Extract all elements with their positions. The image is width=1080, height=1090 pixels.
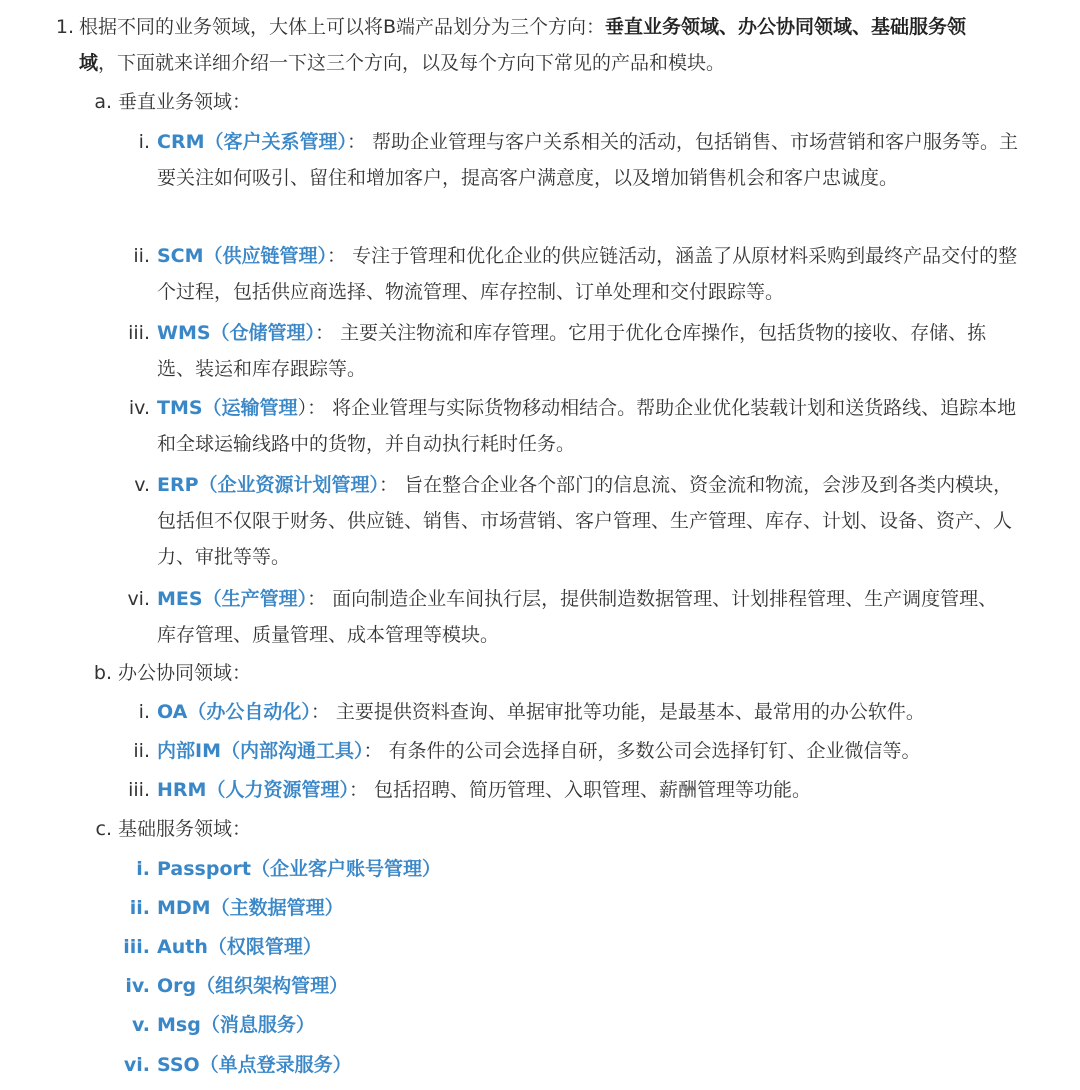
list-item-oa xyxy=(157,694,925,730)
list-item-crm xyxy=(157,124,1022,196)
separator: ： xyxy=(307,588,327,610)
tms-link[interactable]: TMS（运输管理 xyxy=(157,397,298,419)
item-marker: iii. xyxy=(123,936,150,958)
im-link[interactable]: 内部IM（内部沟通工具） xyxy=(157,740,364,762)
list-item-scm xyxy=(157,238,1022,310)
separator: ： xyxy=(307,397,327,419)
item-description: 主要关注物流和库存管理。它用于优化仓库操作，包括货物的接收、存储、拣选、装运和库存跟踪等。 xyxy=(157,322,987,380)
intro-text: 根据不同的业务领域，大体上可以将B端产品划分为三个方向： xyxy=(79,16,606,38)
item-marker: i. xyxy=(136,858,150,880)
list-item-wms xyxy=(157,315,1022,387)
item-description: 专注于管理和优化企业的供应链活动，涵盖了从原材料采购到最终产品交付的整个过程，包括供应商选择、物流管理、库存控制、订单处理和交付跟踪等。 xyxy=(157,245,1018,303)
auth-link[interactable]: Auth（权限管理） xyxy=(157,936,322,958)
item-marker: ii. xyxy=(133,740,150,762)
list-item-tms xyxy=(157,390,1022,462)
item-description: 主要提供资料查询、单据审批等功能，是最基本、最常用的办公软件。 xyxy=(335,701,925,723)
separator: ： xyxy=(346,131,366,153)
intro-bold: 垂直业务领域、办公协同领域、基础服务领 xyxy=(605,16,967,38)
oa-link[interactable]: OA（办公自动化） xyxy=(157,701,311,723)
item-description: 旨在整合企业各个部门的信息流、资金流和物流，会涉及到各类内模块，包括但不仅限于财务、供应链、销售、市场营销、客户管理、生产管理、库存、计划、设备、资产、人力、审批等等。 xyxy=(157,474,1013,568)
separator: ： xyxy=(348,779,368,801)
list-item-im xyxy=(157,733,921,769)
section-marker: c. xyxy=(95,818,112,840)
sso-link[interactable]: SSO（单点登录服务） xyxy=(157,1054,352,1076)
list-item-mes xyxy=(157,581,1012,653)
item-description: 帮助企业管理与客户关系相关的活动，包括销售、市场营销和客户服务等。主要关注如何吸引、留住和增加客户，提高客户满意度，以及增加销售机会和客户忠诚度。 xyxy=(157,131,1019,189)
mdm-link[interactable]: MDM（主数据管理） xyxy=(157,897,344,919)
wms-link[interactable]: WMS（仓储管理） xyxy=(157,322,316,344)
item-marker: i. xyxy=(138,131,150,153)
separator: ： xyxy=(379,474,399,496)
item-marker: ii. xyxy=(129,897,150,919)
section-title: 垂直业务领域： xyxy=(118,91,252,113)
item-marker: vi. xyxy=(123,1054,150,1076)
intro-text-tail: ，下面就来详细介绍一下这三个方向，以及每个方向下常见的产品和模块。 xyxy=(98,52,726,74)
item-description: 有条件的公司会选择自研，多数公司会选择钉钉、企业微信等。 xyxy=(388,740,921,762)
separator: ： xyxy=(315,322,335,344)
item-marker: iv. xyxy=(128,397,150,419)
erp-link[interactable]: ERP（企业资源计划管理） xyxy=(157,474,380,496)
section-title: 办公协同领域： xyxy=(118,662,252,684)
item-marker: v. xyxy=(134,474,150,496)
list-item-erp xyxy=(157,467,1027,575)
item-description: 包括招聘、简历管理、入职管理、薪酬管理等功能。 xyxy=(374,779,812,801)
intro-bold-tail: 域 xyxy=(79,52,99,74)
hrm-link[interactable]: HRM（人力资源管理） xyxy=(157,779,349,801)
list-marker: 1. xyxy=(55,16,74,38)
separator: ： xyxy=(310,701,330,723)
item-marker: v. xyxy=(131,1014,150,1036)
intro-paragraph xyxy=(79,9,1039,81)
section-title: 基础服务领域： xyxy=(118,818,252,840)
item-marker: i. xyxy=(138,701,150,723)
item-marker: vi. xyxy=(127,588,150,610)
section-marker: b. xyxy=(93,662,112,684)
scm-link[interactable]: SCM（供应链管理） xyxy=(157,245,328,267)
list-item-hrm xyxy=(157,772,811,808)
item-description: 将企业管理与实际货物移动相结合。帮助企业优化装载计划和送货路线、追踪本地和全球运输线路中的货物，并自动执行耗时任务。 xyxy=(157,397,1017,455)
mes-link[interactable]: MES（生产管理） xyxy=(157,588,308,610)
separator: ： xyxy=(327,245,347,267)
crm-link[interactable]: CRM（客户关系管理） xyxy=(157,131,347,153)
item-description: 面向制造企业车间执行层，提供制造数据管理、计划排程管理、生产调度管理、库存管理、质量管理、成本管理等模块。 xyxy=(157,588,998,646)
tms-name-tail: ） xyxy=(297,397,308,419)
passport-link[interactable]: Passport（企业客户账号管理） xyxy=(157,858,441,880)
item-marker: iv. xyxy=(125,975,150,997)
item-marker: iii. xyxy=(128,779,150,801)
msg-link[interactable]: Msg（消息服务） xyxy=(157,1014,315,1036)
item-marker: ii. xyxy=(133,245,150,267)
org-link[interactable]: Org（组织架构管理） xyxy=(157,975,349,997)
section-marker: a. xyxy=(94,91,112,113)
separator: ： xyxy=(363,740,383,762)
item-marker: iii. xyxy=(128,322,150,344)
